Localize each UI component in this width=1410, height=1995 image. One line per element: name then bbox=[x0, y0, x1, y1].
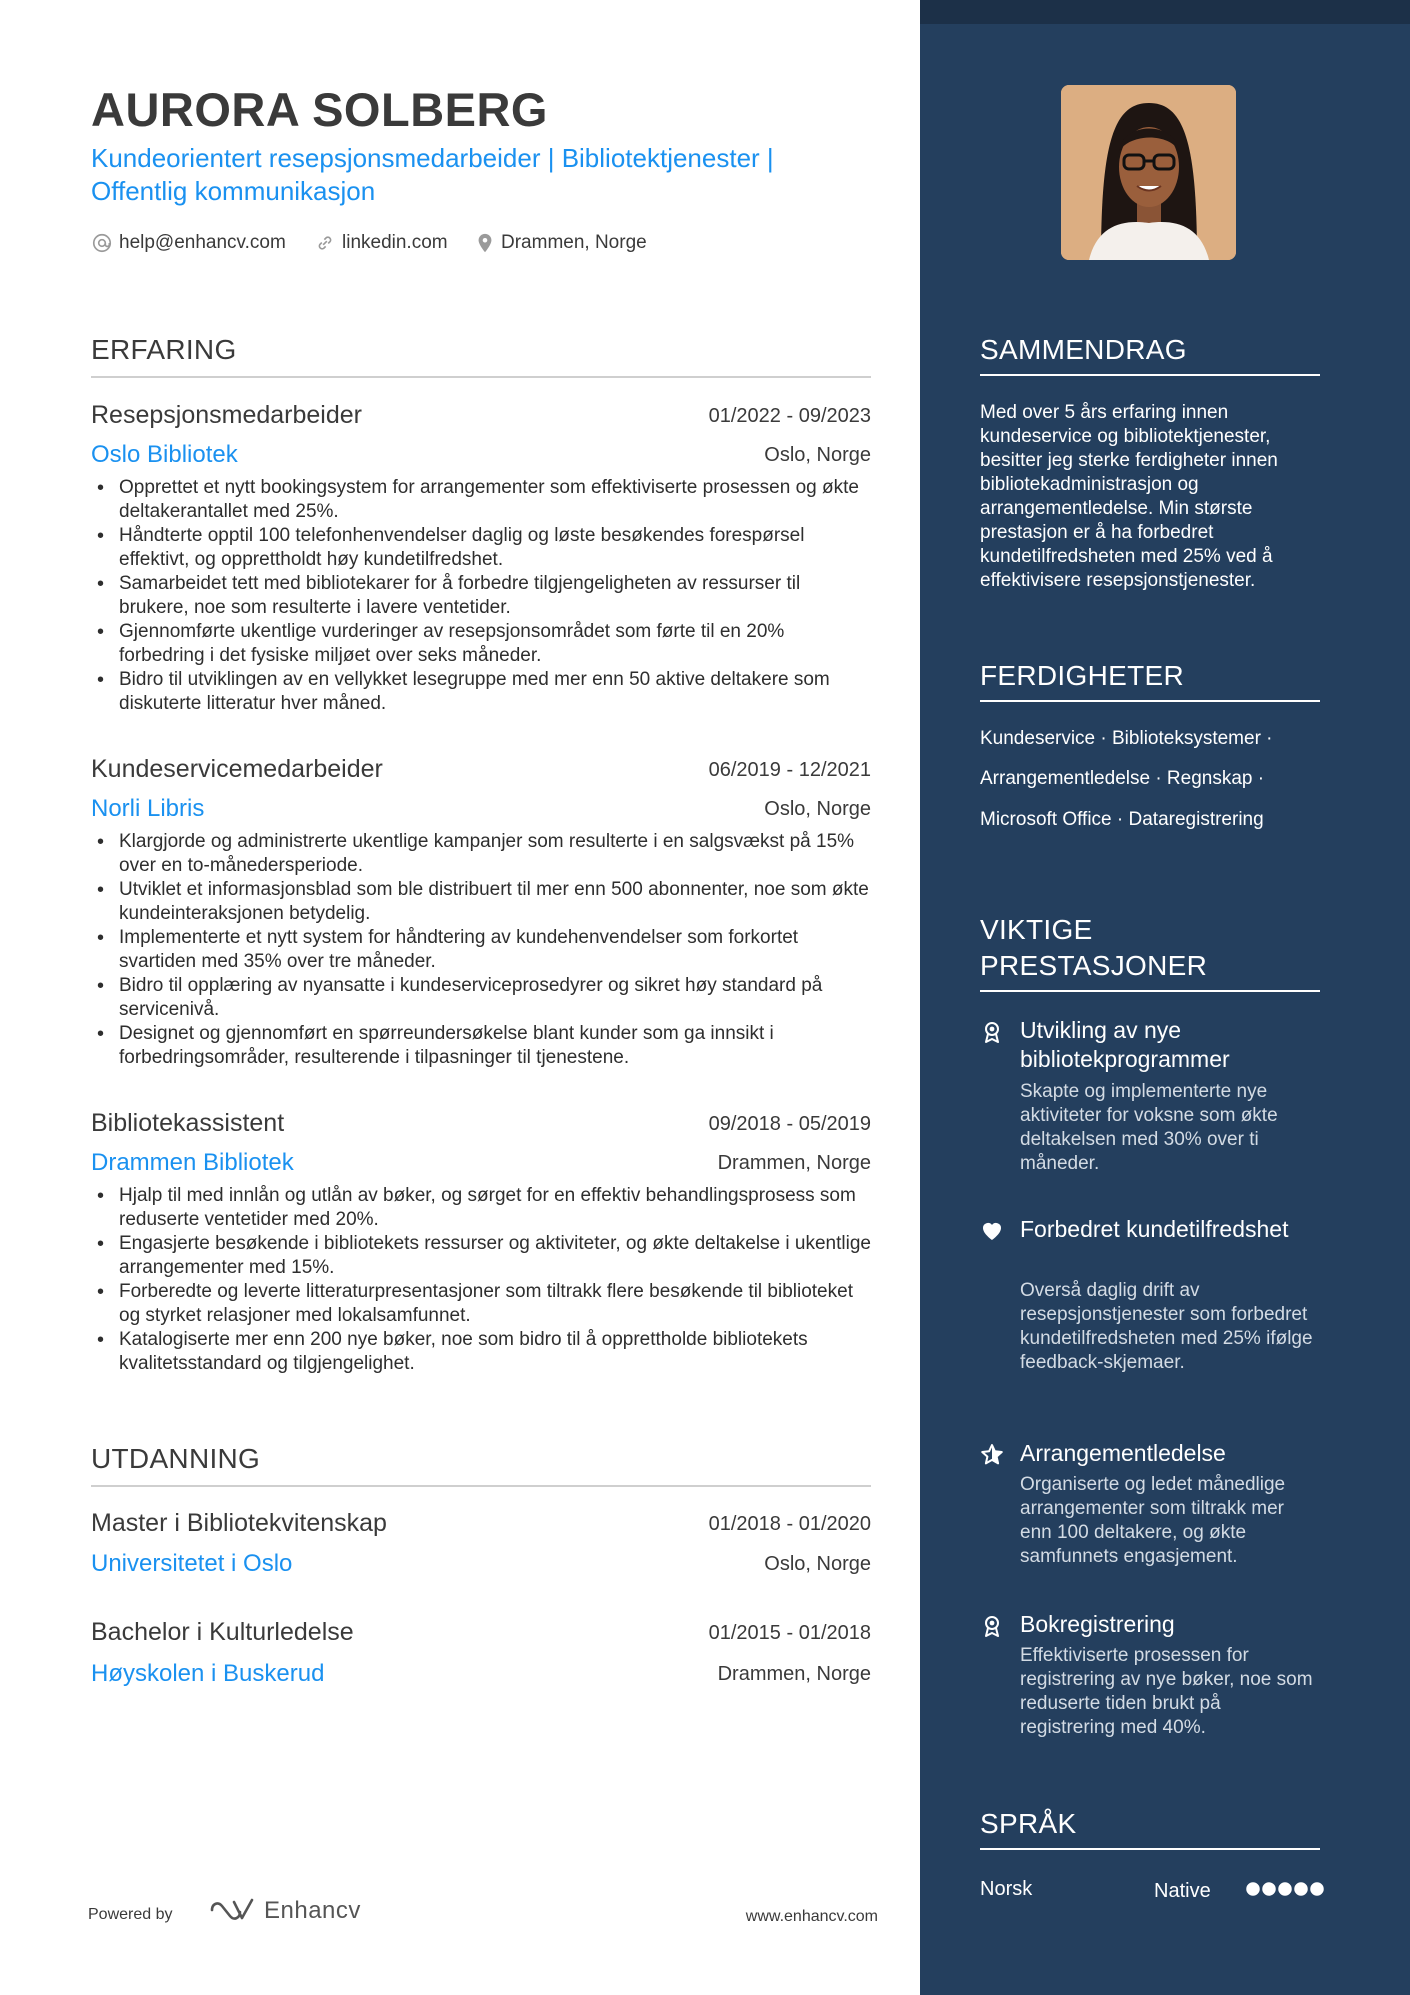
proficiency-dot bbox=[1311, 1883, 1323, 1895]
achievement-title: Forbedret kundetilfredshet bbox=[1020, 1216, 1289, 1242]
linkedin-text: linkedin.com bbox=[342, 232, 448, 253]
job-role: Resepsjonsmedarbeider bbox=[91, 401, 362, 429]
proficiency-dot bbox=[1295, 1883, 1307, 1895]
award-icon bbox=[980, 1614, 1004, 1638]
job-company[interactable]: Drammen Bibliotek bbox=[91, 1149, 294, 1176]
achievements-heading: VIKTIGE PRESTASJONER bbox=[980, 912, 1320, 992]
job-location: Drammen, Norge bbox=[717, 1152, 871, 1174]
skills-line: Kundeservice · Biblioteksystemer · bbox=[980, 728, 1273, 749]
job-bullets bbox=[91, 1184, 871, 1376]
job-role: Bibliotekassistent bbox=[91, 1109, 285, 1137]
summary-text: Med over 5 års erfaring innen kundeservice og bibliotektjenester, besitter jeg sterke ferdigheter innen bibliotekadministrasjon og arrangementledelse. Min største prestasjon er å ha forbedret kundetilfredsheten med 25% ved å effektivisere resepsjonstjenester. bbox=[980, 402, 1278, 591]
candidate-name: AURORA SOLBERG bbox=[91, 83, 548, 136]
sidebar-top-band bbox=[920, 0, 1410, 24]
brand-name: Enhancv bbox=[264, 1897, 361, 1924]
job-location: Oslo, Norge bbox=[764, 798, 871, 820]
achievement-title: Arrangementledelse bbox=[1020, 1440, 1226, 1466]
powered-by-label: Powered by bbox=[88, 1906, 173, 1923]
bullet: • Hjalp til med innlån og utlån av bøker, og sørget for en effektiv behandlingsprosess som reduserte ventetider med 20%. bbox=[91, 1184, 871, 1232]
footer-url[interactable]: www.enhancv.com bbox=[745, 1908, 878, 1925]
contact-linkedin[interactable] bbox=[314, 230, 448, 256]
achievement-desc: Effektiviserte prosessen for registrering av nye bøker, noe som reduserte tiden brukt på registrering med 40%. bbox=[1020, 1645, 1313, 1738]
link-icon bbox=[314, 232, 336, 254]
skills-heading: FERDIGHETER bbox=[980, 658, 1320, 702]
achievement-desc: Overså daglig drift av resepsjonstjenester som forbedret kundetilfredsheten med 25% ifølge feedback-skjemaer. bbox=[1020, 1280, 1313, 1373]
edu-dates: 01/2018 - 01/2020 bbox=[708, 1513, 871, 1535]
enhancv-logo-icon bbox=[208, 1896, 256, 1924]
achievement-desc: Skapte og implementerte nye aktiviteter for voksne som økte deltakelsen med 30% over ti måneder. bbox=[1020, 1081, 1278, 1174]
bullet: • Gjennomførte ukentlige vurderinger av resepsjonsområdet som førte til en 20% forbedring i det fysiske miljøet over seks måneder. bbox=[91, 620, 871, 668]
job-role: Kundeservicemedarbeider bbox=[91, 755, 383, 783]
edu-dates: 01/2015 - 01/2018 bbox=[708, 1622, 871, 1644]
job-dates: 01/2022 - 09/2023 bbox=[708, 405, 871, 427]
language-name: Norsk bbox=[980, 1878, 1033, 1900]
edu-degree: Master i Bibliotekvitenskap bbox=[91, 1509, 387, 1537]
headline: Kundeorientert resepsjonsmedarbeider | Bibliotektjenester | Offentlig kommunikasjon bbox=[91, 143, 774, 206]
bullet: • Bidro til utviklingen av en vellykket lesegruppe med mer enn 50 aktive deltakere som diskuterte litteratur hver måned. bbox=[91, 668, 871, 716]
bullet: • Bidro til opplæring av nyansatte i kundeserviceprosedyrer og sikret høy standard på servicenivå. bbox=[91, 974, 871, 1022]
bullet: • Klargjorde og administrerte ukentlige kampanjer som resulterte i en salgsvækst på 15% over en to-månedersperiode. bbox=[91, 830, 871, 878]
job-company[interactable]: Oslo Bibliotek bbox=[91, 441, 238, 468]
job-company[interactable]: Norli Libris bbox=[91, 795, 205, 822]
heart-icon bbox=[980, 1219, 1004, 1243]
summary-heading: SAMMENDRAG bbox=[980, 332, 1320, 376]
award-icon bbox=[980, 1020, 1004, 1044]
star-icon bbox=[980, 1443, 1004, 1467]
edu-school[interactable]: Universitetet i Oslo bbox=[91, 1550, 293, 1577]
experience-heading: ERFARING bbox=[91, 332, 871, 378]
bullet: • Utviklet et informasjonsblad som ble distribuert til mer enn 500 abonnenter, noe som økte kundeinteraksjonen betydelig. bbox=[91, 878, 871, 926]
bullet: • Engasjerte besøkende i bibliotekets ressurser og aktiviteter, og økte deltakelse i ukentlige arrangementer med 15%. bbox=[91, 1232, 871, 1280]
portrait-illustration bbox=[1061, 85, 1236, 260]
job-bullets bbox=[91, 830, 871, 1070]
proficiency-dot bbox=[1263, 1883, 1275, 1895]
job-bullets bbox=[91, 476, 871, 716]
bullet: • Opprettet et nytt bookingsystem for arrangementer som effektiviserte prosessen og økte deltakerantallet med 25%. bbox=[91, 476, 871, 524]
job-location: Oslo, Norge bbox=[764, 444, 871, 466]
email-text: help@enhancv.com bbox=[119, 232, 286, 253]
job-dates: 06/2019 - 12/2021 bbox=[708, 759, 871, 781]
bullet: • Designet og gjennomført en spørreundersøkelse blant kunder som ga innsikt i forbedringsområder, resulterende i tilpasninger til tjenestene. bbox=[91, 1022, 871, 1070]
edu-degree: Bachelor i Kulturledelse bbox=[91, 1618, 354, 1646]
bullet: • Samarbeidet tett med bibliotekarer for å forbedre tilgjengeligheten av ressurser til brukere, noe som resulterte i lavere ventetider. bbox=[91, 572, 871, 620]
bullet: • Katalogiserte mer enn 200 nye bøker, noe som bidro til å opprettholde bibliotekets kvalitetsstandard og tilgjengelighet. bbox=[91, 1328, 871, 1376]
bullet: • Forberedte og leverte litteraturpresentasjoner som tiltrakk flere besøkende til biblioteket og styrket relasjoner med lokalsamfunnet. bbox=[91, 1280, 871, 1328]
edu-location: Drammen, Norge bbox=[717, 1663, 871, 1685]
bullet: • Implementerte et nytt system for håndtering av kundehenvendelser som forkortet svartiden med 35% over tre måneder. bbox=[91, 926, 871, 974]
job-dates: 09/2018 - 05/2019 bbox=[708, 1113, 871, 1135]
language-level: Native bbox=[1154, 1880, 1211, 1902]
achievement-title: Bokregistrering bbox=[1020, 1611, 1175, 1637]
proficiency-dot bbox=[1279, 1883, 1291, 1895]
location-text: Drammen, Norge bbox=[501, 232, 647, 253]
contact-location bbox=[475, 230, 647, 256]
bullet: • Håndterte opptil 100 telefonhenvendelser daglig og løste besøkendes forespørsel effektivt, og opprettholdt høy kundetilfredshet. bbox=[91, 524, 871, 572]
edu-location: Oslo, Norge bbox=[764, 1553, 871, 1575]
sidebar bbox=[920, 0, 1410, 1995]
contact-email[interactable] bbox=[91, 230, 286, 256]
languages-heading: SPRÅK bbox=[980, 1806, 1320, 1850]
location-pin-icon bbox=[475, 232, 495, 254]
profile-photo bbox=[1061, 85, 1236, 260]
skills-line: Arrangementledelse · Regnskap · bbox=[980, 768, 1265, 789]
proficiency-dot bbox=[1247, 1883, 1259, 1895]
achievement-title: Utvikling av nye bibliotekprogrammer bbox=[1020, 1017, 1230, 1072]
education-heading: UTDANNING bbox=[91, 1441, 871, 1487]
language-proficiency-dots bbox=[1246, 1882, 1324, 1896]
edu-school[interactable]: Høyskolen i Buskerud bbox=[91, 1660, 325, 1687]
at-icon bbox=[91, 232, 113, 254]
skills-line: Microsoft Office · Dataregistrering bbox=[980, 809, 1264, 830]
achievement-desc: Organiserte og ledet månedlige arrangementer som tiltrakk mer enn 100 deltakere, og økte samfunnets engasjement. bbox=[1020, 1474, 1286, 1567]
